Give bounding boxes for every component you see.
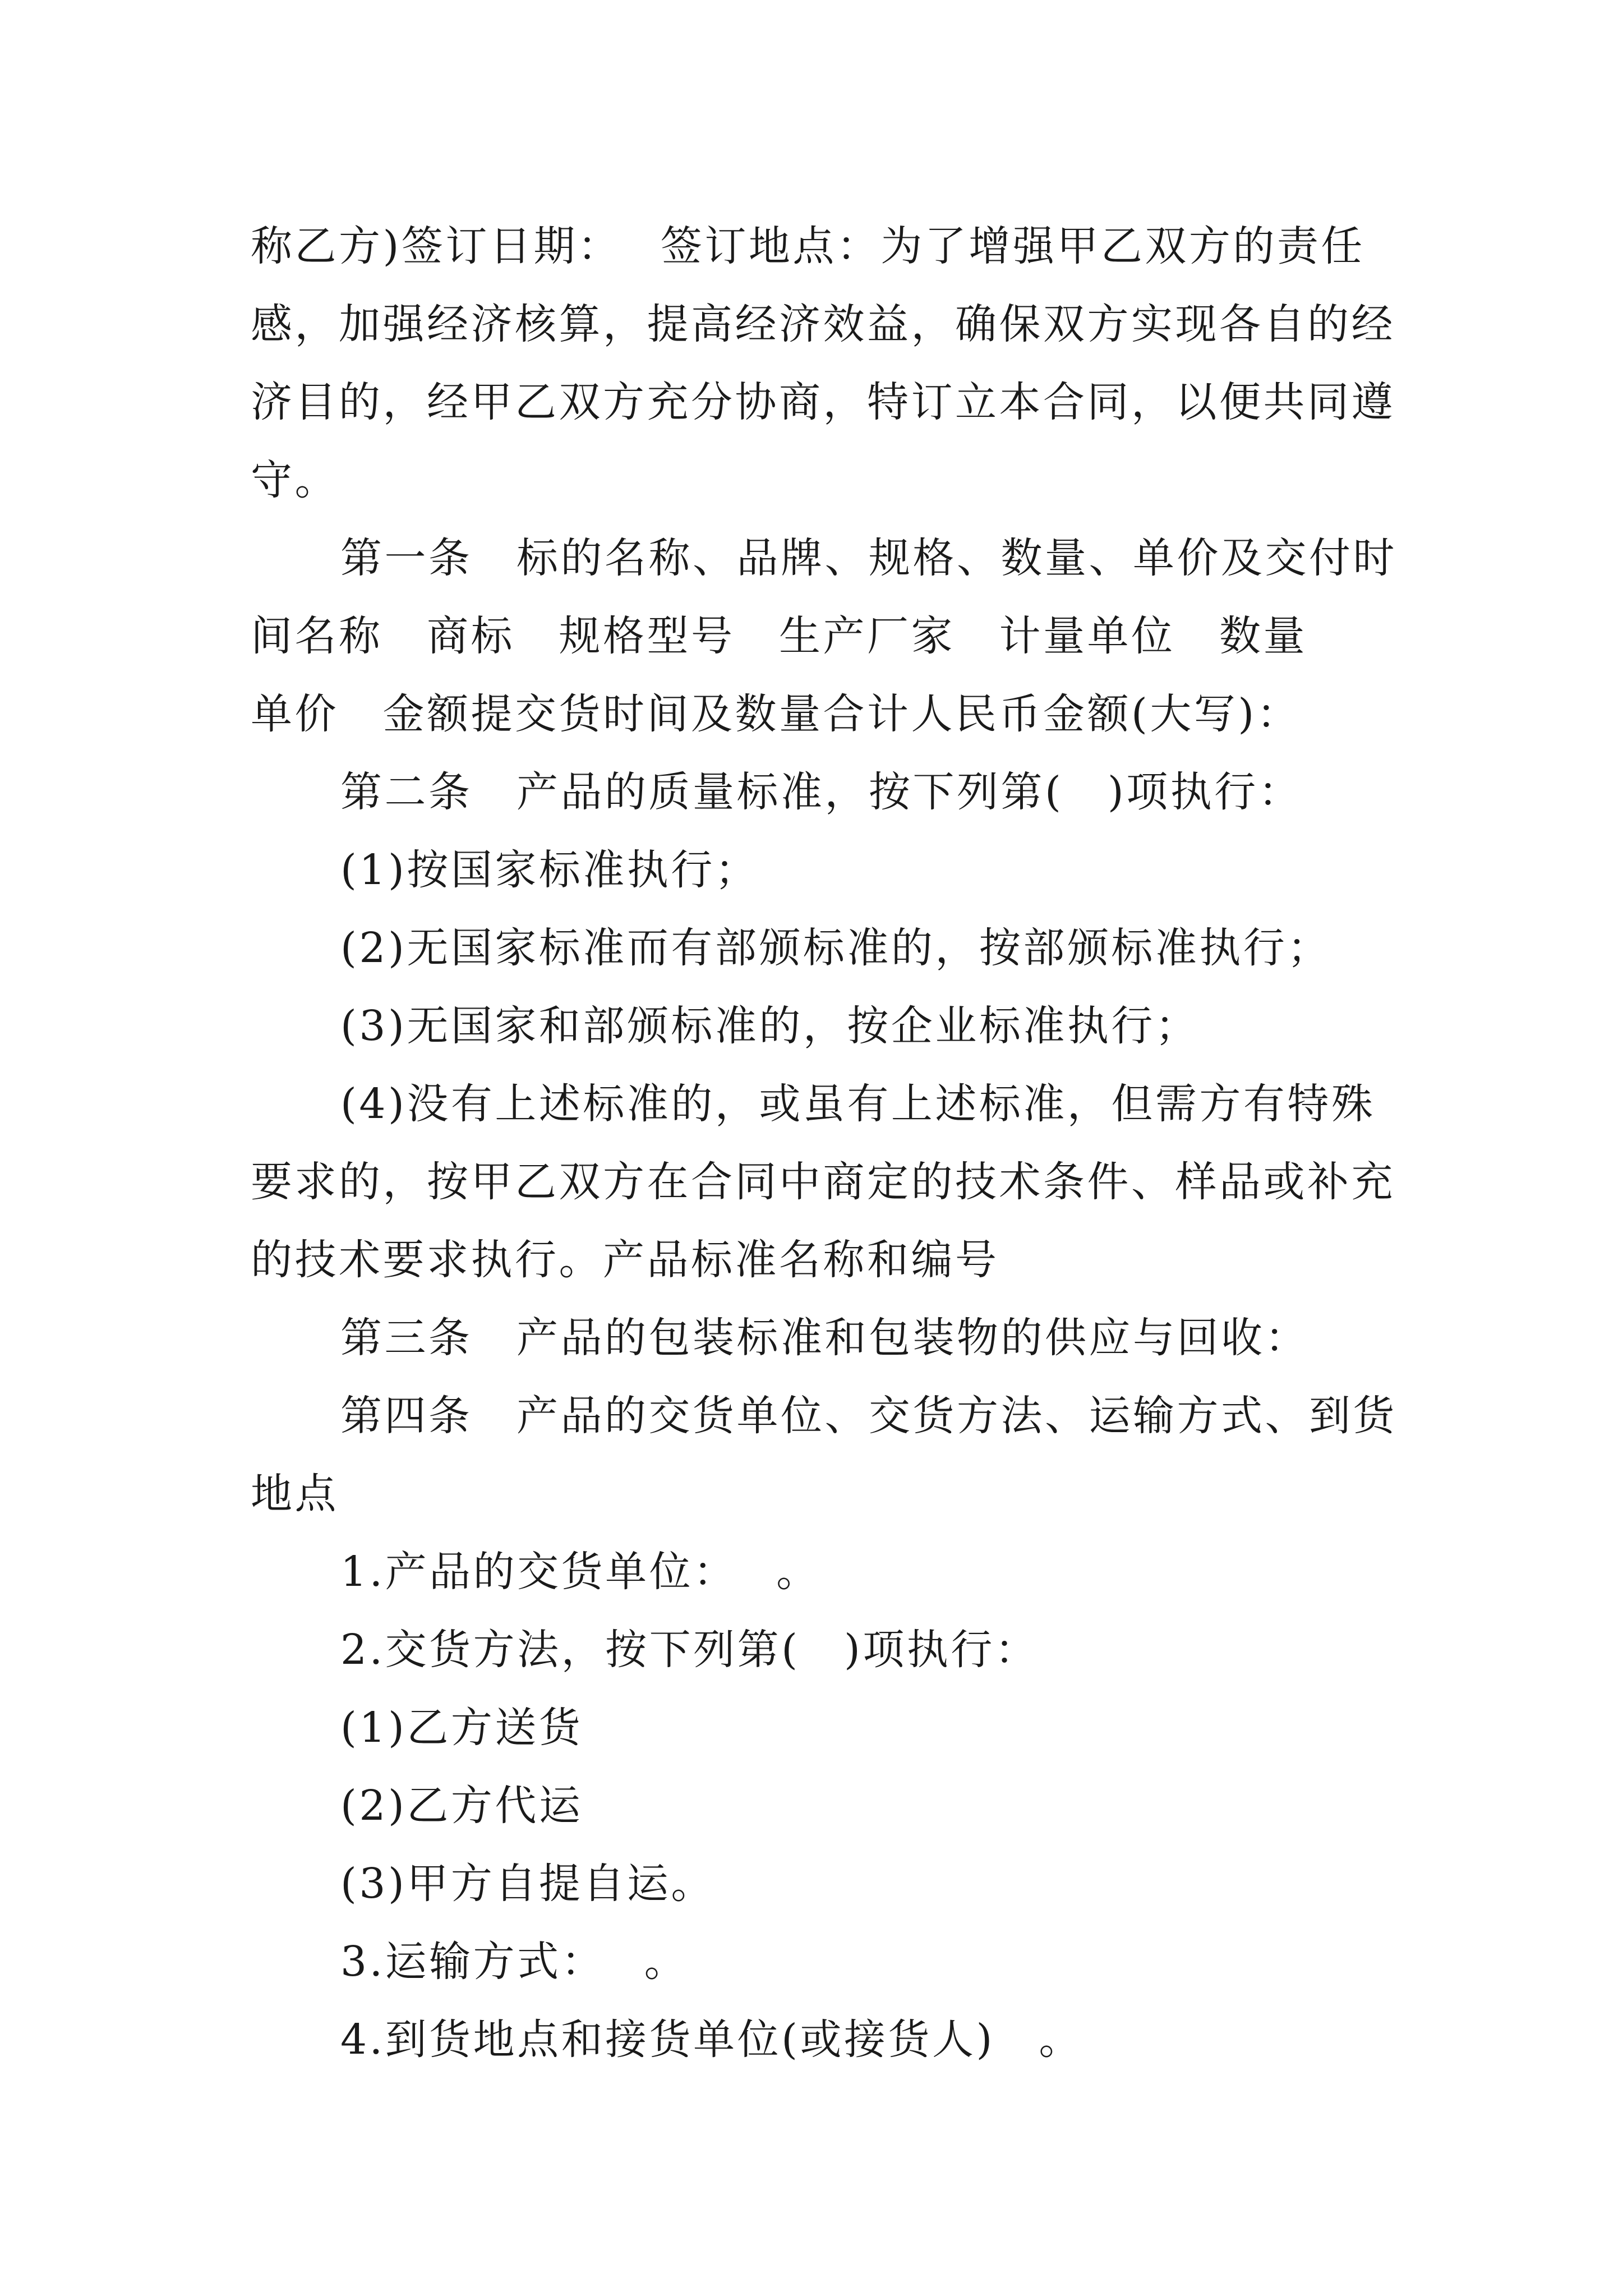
text-line: 要求的，按甲乙双方在合同中商定的技术条件、样品或补充 — [251, 1158, 1395, 1206]
text-line: 称乙方)签订日期： 签订地点：为了增强甲乙双方的责任 — [251, 222, 1365, 270]
list-item: (3)甲方自提自运。 — [340, 1860, 715, 1908]
list-item: 3.运输方式： 。 — [340, 1938, 689, 1986]
article-1-heading: 第一条 标的名称、品牌、规格、数量、单价及交付时 — [340, 534, 1397, 582]
text-line: 守。 — [251, 456, 339, 504]
list-item: (2)乙方代运 — [340, 1782, 583, 1830]
article-2-heading: 第二条 产品的质量标准，按下列第( )项执行： — [340, 768, 1303, 816]
list-item: (1)乙方送货 — [340, 1704, 583, 1752]
text-line: 的技术要求执行。产品标准名称和编号 — [251, 1236, 999, 1284]
list-item: (2)无国家标准而有部颁标准的，按部颁标准执行； — [340, 924, 1331, 972]
list-item: 1.产品的交货单位： 。 — [340, 1548, 820, 1596]
article-4-heading: 第四条 产品的交货单位、交货方法、运输方式、到货 — [340, 1392, 1397, 1440]
list-item: (4)没有上述标准的，或虽有上述标准，但需方有特殊 — [340, 1080, 1376, 1128]
contract-body — [251, 208, 1397, 2079]
list-item: (1)按国家标准执行； — [340, 846, 759, 894]
article-3-heading: 第三条 产品的包装标准和包装物的供应与回收： — [340, 1314, 1309, 1362]
text-line: 单价 金额提交货时间及数量合计人民币金额(大写)： — [251, 690, 1301, 738]
list-item: 2.交货方法，按下列第( )项执行： — [340, 1626, 1039, 1674]
text-line: 地点 — [251, 1470, 339, 1518]
list-item: (3)无国家和部颁标准的，按企业标准执行； — [340, 1002, 1200, 1050]
text-line: 间名称 商标 规格型号 生产厂家 计量单位 数量 — [251, 612, 1307, 660]
text-line: 济目的，经甲乙双方充分协商，特订立本合同，以便共同遵 — [251, 378, 1395, 426]
list-item: 4.到货地点和接货单位(或接货人) 。 — [340, 2016, 1083, 2064]
text-line: 感，加强经济核算，提高经济效益，确保双方实现各自的经 — [251, 300, 1395, 348]
